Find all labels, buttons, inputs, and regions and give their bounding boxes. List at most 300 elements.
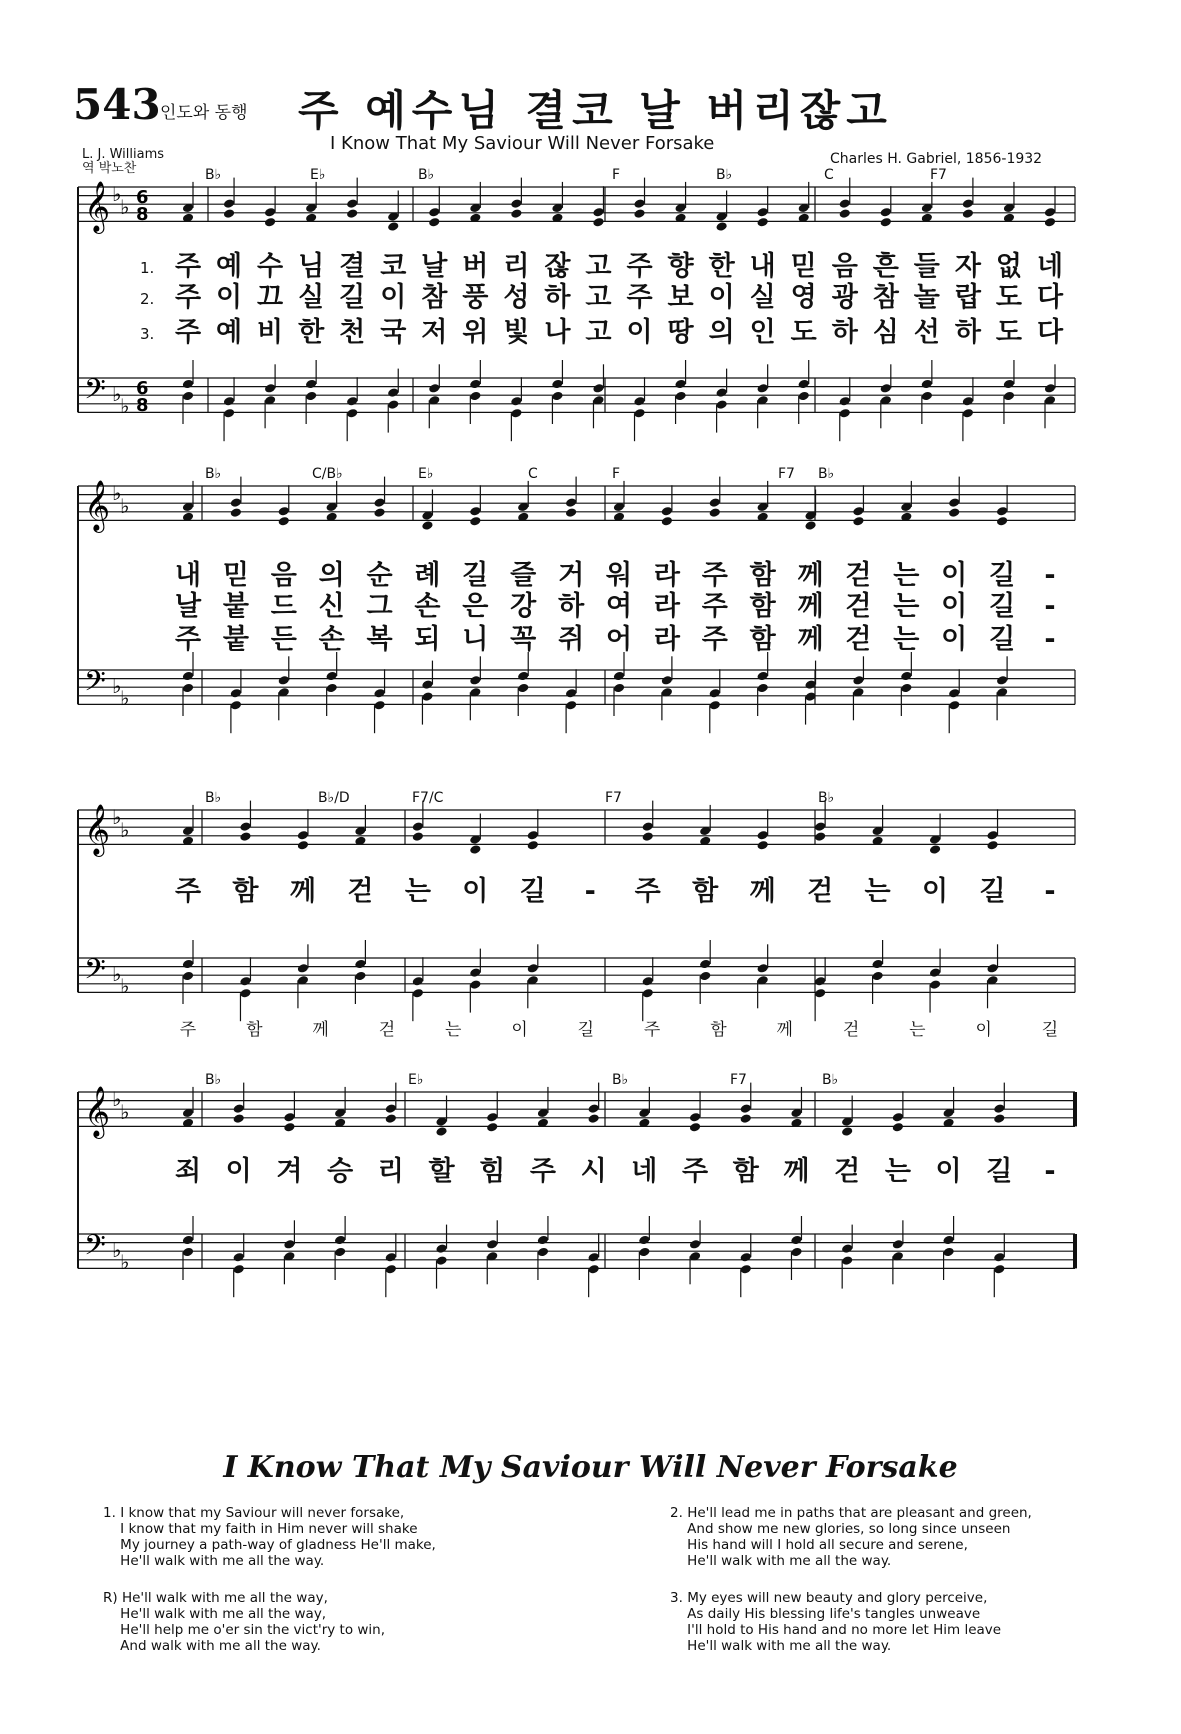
lyric-syllable: 주 — [174, 251, 202, 282]
note-head — [929, 967, 941, 978]
note-head — [486, 1239, 498, 1250]
chord-symbol: E♭ — [310, 167, 326, 183]
note-head — [233, 1103, 245, 1114]
note-head — [993, 1264, 1005, 1275]
bass-lyric-syllable: 걷 — [378, 1020, 396, 1040]
lyric-syllable: 주 — [174, 876, 202, 907]
note-head — [412, 831, 424, 842]
note-head — [421, 520, 433, 531]
lyric-syllable: 라 — [653, 591, 680, 622]
lyric-syllable: 함 — [232, 876, 259, 907]
note-head — [565, 507, 577, 518]
note-head — [839, 208, 851, 219]
hymn-category: 인도와 동행 — [160, 103, 248, 123]
lyric-syllable: - — [1044, 624, 1056, 655]
note-head — [661, 516, 673, 527]
korean-title: 주 예수님 결코 날 버리잖고 — [298, 86, 893, 135]
lyric-syllable: 는 — [893, 560, 920, 591]
note-head — [962, 208, 974, 219]
lyric-syllable: 는 — [893, 591, 920, 622]
chord-symbol: F — [612, 466, 621, 482]
note-head — [435, 1126, 447, 1137]
note-head — [633, 396, 645, 407]
note-head — [942, 1235, 954, 1246]
lyric-syllable: 이 — [941, 560, 968, 591]
lyric-syllable: 버 — [462, 251, 489, 282]
lyric-syllable: 하 — [558, 591, 585, 622]
note-head — [239, 988, 251, 999]
note-head — [182, 1247, 194, 1258]
lyric-syllable: 께 — [783, 1156, 810, 1187]
stanza-label: 3. — [670, 1590, 683, 1606]
lyric-syllable: 걷 — [845, 560, 872, 591]
chord-symbol: F7 — [730, 1072, 747, 1088]
bass-lyric-syllable: 이 — [975, 1020, 992, 1040]
lyric-syllable: 예 — [216, 317, 243, 348]
note-head — [469, 391, 481, 402]
note-head — [592, 207, 604, 218]
note-head — [233, 1113, 245, 1124]
note-head — [469, 675, 481, 686]
lyric-syllable: 붙 — [222, 624, 249, 655]
lyric-syllable: 이 — [922, 876, 949, 907]
chord-symbol: F7/C — [412, 790, 444, 806]
note-head — [839, 396, 851, 407]
lyric-syllable: 리 — [377, 1156, 404, 1187]
stanza-line: He'll walk with me all the way. — [120, 1553, 325, 1569]
lyric-syllable: - — [1044, 560, 1056, 591]
note-head — [387, 399, 399, 410]
lyric-syllable: 심 — [872, 317, 899, 348]
chord-symbol: B♭ — [418, 167, 435, 183]
note-head — [798, 391, 810, 402]
flat-icon: ♭ — [120, 974, 130, 998]
note-head — [412, 988, 424, 999]
note-head — [239, 976, 251, 987]
lyric-syllable: 고 — [585, 317, 612, 348]
note-head — [852, 675, 864, 686]
lyric-syllable: 주 — [634, 876, 661, 907]
note-head — [428, 217, 440, 228]
flat-icon: ♭ — [112, 481, 122, 505]
stanza-line: My journey a path-way of gladness He'll make, — [120, 1537, 436, 1553]
lyric-syllable: 례 — [414, 560, 441, 591]
bass-lyric-syllable: 걷 — [842, 1020, 860, 1040]
lyric-syllable: 자 — [954, 251, 981, 282]
bass-clef-icon: 𝄢 — [84, 953, 106, 993]
lyric-syllable: 주 — [626, 251, 653, 282]
note-head — [537, 1247, 549, 1258]
note-head — [233, 1252, 245, 1263]
bass-lyric-syllable: 길 — [1041, 1020, 1059, 1040]
lyric-syllable: 꼭 — [510, 624, 537, 655]
note-head — [756, 963, 768, 974]
verse-number: 2. — [140, 290, 155, 308]
note-head — [469, 379, 481, 390]
note-head — [565, 497, 577, 508]
lyric-syllable: 끄 — [257, 282, 284, 313]
note-head — [790, 1247, 802, 1258]
note-head — [814, 976, 826, 987]
note-head — [892, 1112, 904, 1123]
lyric-syllable: 길 — [979, 876, 1006, 907]
flat-icon: ♭ — [120, 195, 130, 219]
note-head — [841, 1126, 853, 1137]
note-head — [929, 844, 941, 855]
note-head — [839, 198, 851, 209]
note-head — [709, 507, 721, 518]
note-head — [182, 391, 194, 402]
note-head — [354, 959, 366, 970]
composer-credit: Charles H. Gabriel, 1856-1932 — [830, 151, 1043, 167]
treble-clef-icon: 𝄞 — [84, 1086, 111, 1137]
note-head — [986, 840, 998, 851]
note-head — [756, 383, 768, 394]
translator: 역 박노찬 — [82, 161, 137, 176]
note-head — [510, 408, 522, 419]
note-head — [486, 1122, 498, 1133]
note-head — [537, 1235, 549, 1246]
lyric-syllable: 이 — [216, 282, 243, 313]
note-head — [278, 675, 290, 686]
note-head — [230, 700, 242, 711]
lyric-syllable: 위 — [462, 317, 489, 348]
english-stanza-1 — [103, 1505, 436, 1569]
note-head — [182, 379, 194, 390]
lyric-syllable: 땅 — [667, 317, 694, 348]
note-head — [962, 408, 974, 419]
note-head — [948, 700, 960, 711]
lyric-syllable: 음 — [270, 560, 297, 591]
lyric-syllable: 이 — [935, 1156, 962, 1187]
chord-symbol: F7 — [778, 466, 795, 482]
english-title: I Know That My Saviour Will Never Forsake — [223, 1450, 958, 1485]
note-head — [661, 506, 673, 517]
lyric-syllable: 주 — [174, 317, 202, 348]
lyric-syllable: 결 — [339, 251, 366, 282]
bass-lyric-syllable: 는 — [909, 1020, 926, 1040]
note-head — [839, 408, 851, 419]
lyric-syllable: 선 — [913, 317, 940, 348]
note-head — [412, 976, 424, 987]
note-head — [921, 379, 933, 390]
stanza-line: And walk with me all the way. — [120, 1638, 321, 1654]
chord-symbol: B♭ — [612, 1072, 629, 1088]
verse-number: 3. — [140, 325, 155, 343]
stanza-line: He'll walk with me all the way, — [120, 1606, 327, 1622]
note-head — [986, 830, 998, 841]
chord-symbol: B♭ — [818, 466, 835, 482]
lyric-syllable: 께 — [797, 624, 824, 655]
flat-icon: ♭ — [120, 494, 130, 518]
lyric-syllable: 빛 — [503, 317, 530, 348]
note-head — [517, 683, 529, 694]
note-head — [233, 1264, 245, 1275]
lyric-syllable: 이 — [380, 282, 407, 313]
lyric-syllable: 한 — [708, 251, 735, 282]
lyric-syllable: 길 — [989, 560, 1016, 591]
note-head — [613, 683, 625, 694]
time-signature-bottom: 8 — [136, 395, 149, 416]
note-head — [373, 507, 385, 518]
note-head — [756, 683, 768, 694]
note-head — [346, 208, 358, 219]
lyric-syllable: 고 — [585, 282, 612, 313]
lyric-syllable: 함 — [749, 624, 776, 655]
bass-lyric-syllable: 길 — [577, 1020, 595, 1040]
lyric-syllable: 어 — [605, 624, 633, 655]
chord-symbol: B♭ — [205, 466, 222, 482]
lyric-syllable: 겨 — [276, 1156, 303, 1187]
note-head — [892, 1239, 904, 1250]
note-head — [325, 683, 337, 694]
stanza-line: I know that my Saviour will never forsake, — [120, 1505, 405, 1521]
lyric-syllable: 날 — [174, 591, 202, 622]
note-head — [948, 497, 960, 508]
lyric-syllable: 라 — [653, 624, 680, 655]
note-head — [305, 379, 317, 390]
note-head — [638, 1235, 650, 1246]
note-head — [334, 1235, 346, 1246]
lyric-syllable: 신 — [318, 591, 345, 622]
note-head — [551, 379, 563, 390]
lyric-syllable: 코 — [380, 251, 407, 282]
lyric-syllable: 주 — [626, 282, 653, 313]
note-head — [1003, 379, 1015, 390]
note-head — [798, 379, 810, 390]
note-head — [510, 208, 522, 219]
note-head — [486, 1112, 498, 1123]
lyric-syllable: 는 — [893, 624, 920, 655]
bass-lyric-syllable: 주 — [179, 1020, 197, 1040]
chord-symbol: C — [824, 167, 834, 183]
note-head — [1044, 217, 1056, 228]
note-head — [996, 516, 1008, 527]
lyric-syllable: 승 — [327, 1156, 354, 1187]
note-head — [182, 683, 194, 694]
lyric-syllable: 향 — [667, 251, 694, 282]
note-head — [921, 391, 933, 402]
flat-icon: ♭ — [112, 805, 122, 829]
flat-icon: ♭ — [112, 382, 122, 406]
chord-symbol: F7 — [605, 790, 622, 806]
stanza-line: I know that my faith in Him never will shake — [120, 1521, 418, 1537]
bass-lyric-syllable: 이 — [511, 1020, 528, 1040]
note-head — [642, 988, 654, 999]
note-head — [412, 821, 424, 832]
note-head — [699, 959, 711, 970]
note-head — [740, 1113, 752, 1124]
note-head — [880, 207, 892, 218]
lyric-syllable: 저 — [421, 317, 448, 348]
note-head — [642, 821, 654, 832]
note-head — [373, 688, 385, 699]
lyric-syllable: 님 — [298, 251, 325, 282]
lyric-syllable: 믿 — [222, 560, 249, 591]
note-head — [387, 387, 399, 398]
note-head — [756, 217, 768, 228]
lyric-syllable: 음 — [831, 251, 858, 282]
lyric-syllable: 참 — [872, 282, 899, 313]
note-head — [674, 391, 686, 402]
note-head — [421, 691, 433, 702]
verse-number: 1. — [140, 259, 155, 277]
lyric-syllable: - — [584, 876, 596, 907]
lyric-syllable: 놀 — [913, 282, 940, 313]
note-head — [986, 963, 998, 974]
note-head — [689, 1112, 701, 1123]
lyric-syllable: 이 — [626, 317, 653, 348]
lyric-syllable: 길 — [986, 1156, 1013, 1187]
note-head — [613, 671, 625, 682]
note-head — [469, 506, 481, 517]
note-head — [993, 1252, 1005, 1263]
english-stanza-3 — [670, 1590, 1001, 1654]
lyric-syllable: 보 — [667, 282, 694, 313]
stanza-label: 1. — [103, 1505, 116, 1521]
bass-lyric-syllable: 주 — [643, 1020, 661, 1040]
time-signature-top: 6 — [136, 378, 149, 399]
lyric-syllable: 함 — [749, 560, 776, 591]
note-head — [510, 396, 522, 407]
note-head — [346, 396, 358, 407]
lyric-syllable: 날 — [421, 251, 448, 282]
lyric-syllable: 주 — [701, 591, 728, 622]
lyric-syllable: 함 — [692, 876, 719, 907]
note-head — [223, 408, 235, 419]
stanza-label: R) — [103, 1590, 118, 1606]
lyric-syllable: 즐 — [510, 560, 537, 591]
note-head — [852, 516, 864, 527]
time-signature-top: 6 — [136, 187, 149, 208]
lyric-syllable: 함 — [732, 1156, 759, 1187]
lyric-syllable: 걷 — [807, 876, 834, 907]
note-head — [223, 208, 235, 219]
stanza-line: He'll walk with me all the way. — [687, 1638, 892, 1654]
note-head — [900, 671, 912, 682]
lyric-syllable: 붙 — [222, 591, 249, 622]
note-head — [699, 971, 711, 982]
note-head — [565, 700, 577, 711]
lyric-syllable: 는 — [884, 1156, 911, 1187]
flat-icon: ♭ — [120, 394, 130, 418]
note-head — [996, 675, 1008, 686]
note-head — [435, 1243, 447, 1254]
lyric-syllable: 께 — [797, 591, 824, 622]
lyric-syllable: 순 — [366, 560, 393, 591]
note-head — [715, 221, 727, 232]
flat-icon: ♭ — [112, 182, 122, 206]
lyric-syllable: 인 — [749, 317, 776, 348]
lyric-syllable: 들 — [913, 251, 940, 282]
note-head — [871, 959, 883, 970]
stanza-line: I'll hold to His hand and no more let Him leave — [687, 1622, 1002, 1638]
note-head — [587, 1252, 599, 1263]
note-head — [223, 198, 235, 209]
note-head — [709, 688, 721, 699]
lyric-syllable: 도 — [995, 282, 1022, 313]
note-head — [373, 700, 385, 711]
note-head — [740, 1103, 752, 1114]
note-head — [929, 979, 941, 990]
lyric-syllable: 걷 — [347, 876, 374, 907]
note-head — [385, 1252, 397, 1263]
note-head — [1044, 207, 1056, 218]
lyric-syllable: 힘 — [479, 1156, 506, 1187]
note-head — [756, 207, 768, 218]
lyric-syllable: 니 — [462, 624, 489, 655]
lyric-syllable: 천 — [339, 317, 366, 348]
note-head — [283, 1239, 295, 1250]
lyric-syllable: 는 — [404, 876, 431, 907]
treble-clef-icon: 𝄞 — [84, 181, 111, 232]
lyric-syllable: 여 — [605, 591, 633, 622]
lyric-syllable: 주 — [174, 282, 202, 313]
flat-icon: ♭ — [112, 1238, 122, 1262]
lyric-syllable: 흔 — [872, 251, 899, 282]
bass-clef-icon: 𝄢 — [84, 373, 106, 413]
lyric-syllable: 되 — [414, 624, 441, 655]
flat-icon: ♭ — [112, 674, 122, 698]
note-head — [223, 396, 235, 407]
lyric-syllable: 의 — [708, 317, 735, 348]
english-subtitle: I Know That My Saviour Will Never Forsake — [330, 133, 715, 154]
lyric-syllable: 길 — [462, 560, 489, 591]
lyric-syllable: 풍 — [462, 282, 489, 313]
hymn-number: 543 — [73, 80, 161, 129]
bass-lyric-syllable: 께 — [312, 1020, 329, 1040]
lyric-syllable: 길 — [989, 624, 1016, 655]
lyric-syllable: 강 — [510, 591, 537, 622]
note-head — [385, 1113, 397, 1124]
lyric-syllable: 이 — [941, 591, 968, 622]
chord-symbol: B♭ — [205, 790, 222, 806]
note-head — [551, 391, 563, 402]
lyric-syllable: 든 — [270, 624, 297, 655]
flat-icon: ♭ — [112, 962, 122, 986]
note-head — [435, 1255, 447, 1266]
note-head — [527, 963, 539, 974]
note-head — [469, 967, 481, 978]
note-head — [962, 396, 974, 407]
time-signature-bottom: 8 — [136, 204, 149, 225]
lyric-syllable: 복 — [366, 624, 393, 655]
stanza-line: As daily His blessing life's tangles unweave — [687, 1606, 981, 1622]
flat-icon: ♭ — [120, 818, 130, 842]
note-head — [740, 1264, 752, 1275]
note-head — [264, 207, 276, 218]
note-head — [740, 1252, 752, 1263]
note-head — [1003, 391, 1015, 402]
lyric-syllable: 라 — [653, 560, 680, 591]
lyric-syllable: 국 — [380, 317, 407, 348]
note-head — [674, 379, 686, 390]
lyric-syllable: 손 — [318, 624, 345, 655]
note-head — [421, 679, 433, 690]
note-head — [948, 507, 960, 518]
note-head — [642, 831, 654, 842]
note-head — [880, 217, 892, 228]
note-head — [527, 840, 539, 851]
lyric-syllable: 이 — [225, 1156, 252, 1187]
chord-symbol: B♭ — [205, 167, 222, 183]
note-head — [469, 979, 481, 990]
chord-symbol: C — [528, 466, 538, 482]
lyric-syllable: 길 — [989, 591, 1016, 622]
note-head — [852, 506, 864, 517]
lyric-syllable: 수 — [257, 251, 284, 282]
lyric-syllable: 워 — [605, 560, 633, 591]
